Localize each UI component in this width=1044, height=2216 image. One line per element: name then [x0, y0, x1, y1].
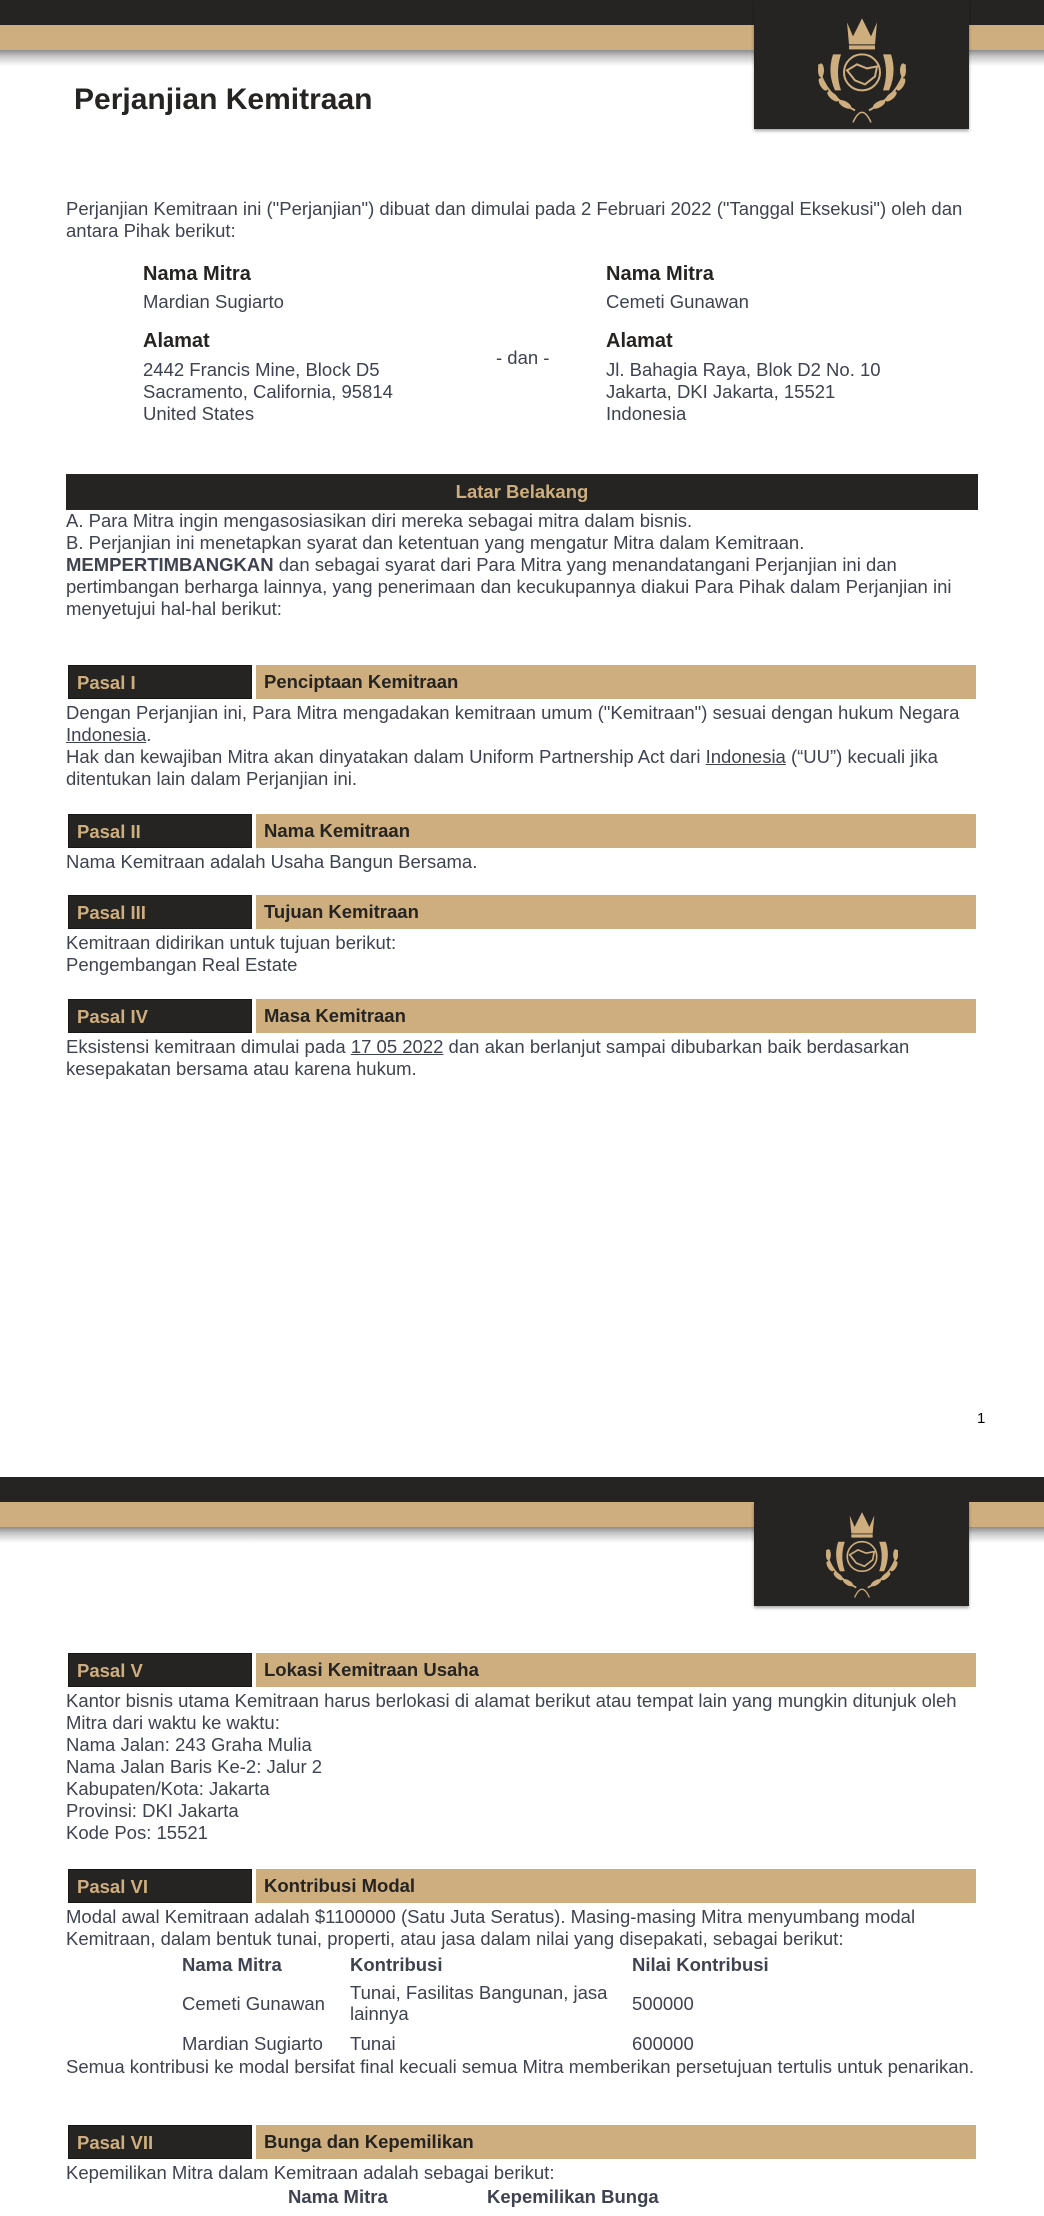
text: .	[146, 724, 152, 745]
crown-handshake-logo-icon	[797, 14, 927, 124]
article-paragraph	[66, 702, 986, 746]
party-name: Mardian Sugiarto	[143, 291, 284, 312]
article-header-4	[66, 998, 976, 1034]
background-item: B. Perjanjian ini menetapkan syarat dan ketentuan yang mengatur Mitra dalam Kemitraan.	[66, 532, 805, 553]
logo-box	[754, 0, 969, 129]
article-number: Pasal I	[68, 665, 252, 699]
crown-handshake-logo-icon	[808, 1509, 915, 1599]
party-address-label: Alamat	[143, 330, 210, 352]
party-name-label: Nama Mitra	[143, 263, 251, 285]
article-number: Pasal VI	[68, 1869, 252, 1903]
background-item: A. Para Mitra ingin mengasosiasikan diri mereka sebagai mitra dalam bisnis.	[66, 510, 693, 531]
article-title: Tujuan Kemitraan	[256, 895, 976, 929]
considering-paragraph	[66, 554, 978, 620]
address-line: United States	[143, 403, 255, 424]
header-band-dark	[0, 1477, 1044, 1502]
table-row	[178, 2028, 800, 2058]
country-link: Indonesia	[66, 724, 147, 745]
article-title: Kontribusi Modal	[256, 1869, 976, 1903]
article-title: Lokasi Kemitraan Usaha	[256, 1653, 976, 1687]
parties-block	[143, 262, 943, 432]
article-title: Bunga dan Kepemilikan	[256, 2125, 976, 2159]
text: Hak dan kewajiban Mitra akan dinyatakan dalam Uniform Partnership Act dari	[66, 746, 706, 767]
party-address	[606, 359, 926, 425]
address-line: Kode Pos: 15521	[66, 1822, 208, 1843]
article-title: Nama Kemitraan	[256, 814, 976, 848]
party-name-label: Nama Mitra	[606, 263, 714, 285]
address-line: Sacramento, California, 95814	[143, 381, 393, 402]
address-line: Jl. Bahagia Raya, Blok D2 No. 10	[606, 359, 881, 380]
article-number: Pasal VII	[68, 2125, 252, 2159]
party-address	[143, 359, 463, 425]
table-header-row	[284, 2184, 704, 2210]
article-header-3	[66, 894, 976, 930]
party-name: Cemeti Gunawan	[606, 291, 749, 312]
text: (“UU”) kecuali jika ditentukan lain dalam Perjanjian ini.	[66, 746, 938, 789]
country-link: Indonesia	[705, 746, 786, 767]
column-header: Kontribusi	[350, 1954, 443, 1975]
table-row	[178, 1978, 800, 2028]
text: Dengan Perjanjian ini, Para Mitra mengadakan kemitraan umum ("Kemitraan") sesuai dengan hukum Negara	[66, 702, 960, 723]
party-right	[606, 262, 926, 425]
article-6-outro: Semua kontribusi ke modal bersifat final kecuali semua Mitra memberikan persetujuan tertulis untuk penarikan.	[66, 2056, 974, 2077]
article-7-intro: Kepemilikan Mitra dalam Kemitraan adalah sebagai berikut:	[66, 2162, 555, 2183]
article-2-text: Nama Kemitraan adalah Usaha Bangun Bersama.	[66, 851, 478, 872]
article-paragraph	[66, 746, 986, 790]
article-5-text	[66, 1690, 986, 1844]
article-4-text	[66, 1036, 986, 1080]
page-2	[0, 1477, 1044, 2216]
column-header: Nama Mitra	[182, 1954, 282, 1975]
article-number: Pasal II	[68, 814, 252, 848]
party-separator: - dan -	[496, 347, 550, 368]
article-line: Kemitraan didirikan untuk tujuan berikut:	[66, 932, 397, 953]
table-cell: Tunai, Fasilitas Bangunan, jasa lainnya	[350, 1982, 608, 2024]
column-header: Nilai Kontribusi	[632, 1954, 769, 1975]
address-line: Jakarta, DKI Jakarta, 15521	[606, 381, 836, 402]
contribution-table	[178, 1952, 800, 2058]
article-6-intro: Modal awal Kemitraan adalah $1100000 (Satu Juta Seratus). Masing-masing Mitra menyumbang modal Kemitraan, dalam bentuk tunai, properti, atau jasa dalam nilai yang disepakati, sebagai berikut:	[66, 1906, 916, 1949]
table-header-row	[178, 1952, 800, 1978]
article-3-text	[66, 932, 986, 976]
logo-box	[754, 1502, 969, 1606]
column-header: Kepemilikan Bunga	[487, 2186, 659, 2207]
text: Eksistensi kemitraan dimulai pada	[66, 1036, 351, 1057]
address-line: Provinsi: DKI Jakarta	[66, 1800, 239, 1821]
background-text	[66, 510, 978, 620]
address-line: Kabupaten/Kota: Jakarta	[66, 1778, 270, 1799]
address-line: Nama Jalan: 243 Graha Mulia	[66, 1734, 312, 1755]
article-title: Penciptaan Kemitraan	[256, 665, 976, 699]
document-title: Perjanjian Kemitraan	[74, 83, 373, 116]
considering-text: dan sebagai syarat dari Para Mitra yang menandatangani Perjanjian ini dan pertimbangan berharga lainnya, yang penerimaan dan kecukupannya diakui Para Pihak dalam Perjanjian ini menyetujui hal-hal berikut:	[66, 554, 952, 619]
party-address-label: Alamat	[606, 330, 673, 352]
article-number: Pasal IV	[68, 999, 252, 1033]
article-header-2	[66, 813, 976, 849]
considering-bold: MEMPERTIMBANGKAN	[66, 554, 274, 575]
address-line: 2442 Francis Mine, Block D5	[143, 359, 380, 380]
address-line: Nama Jalan Baris Ke-2: Jalur 2	[66, 1756, 323, 1777]
article-1-text	[66, 702, 986, 790]
text: dan akan berlanjut sampai dibubarkan baik berdasarkan kesepakatan bersama atau karena hukum.	[66, 1036, 910, 1079]
ownership-table	[284, 2184, 704, 2210]
table-cell: Tunai	[350, 2032, 396, 2054]
start-date: 17 05 2022	[350, 1036, 444, 1057]
column-header: Nama Mitra	[288, 2186, 388, 2207]
article-number: Pasal V	[68, 1653, 252, 1687]
article-intro: Kantor bisnis utama Kemitraan harus berlokasi di alamat berikut atau tempat lain yang mungkin ditunjuk oleh Mitra dari waktu ke waktu:	[66, 1690, 957, 1733]
intro-paragraph: Perjanjian Kemitraan ini ("Perjanjian") dibuat dan dimulai pada 2 Februari 2022 ("Tanggal Eksekusi") oleh dan antara Pihak berikut:	[66, 198, 963, 241]
table-cell: Mardian Sugiarto	[182, 2032, 323, 2054]
article-title: Masa Kemitraan	[256, 999, 976, 1033]
article-header-1	[66, 664, 976, 700]
article-number: Pasal III	[68, 895, 252, 929]
party-left	[143, 262, 463, 425]
table-cell: Cemeti Gunawan	[182, 1992, 325, 2014]
table-cell: 600000	[632, 2032, 694, 2054]
background-heading: Latar Belakang	[66, 474, 978, 510]
article-line: Pengembangan Real Estate	[66, 954, 298, 975]
address-line: Indonesia	[606, 403, 687, 424]
page-number: 1	[977, 1410, 986, 1427]
article-header-5	[66, 1652, 976, 1688]
article-header-6	[66, 1868, 976, 1904]
article-header-7	[66, 2124, 976, 2160]
table-cell: 500000	[632, 1992, 694, 2014]
